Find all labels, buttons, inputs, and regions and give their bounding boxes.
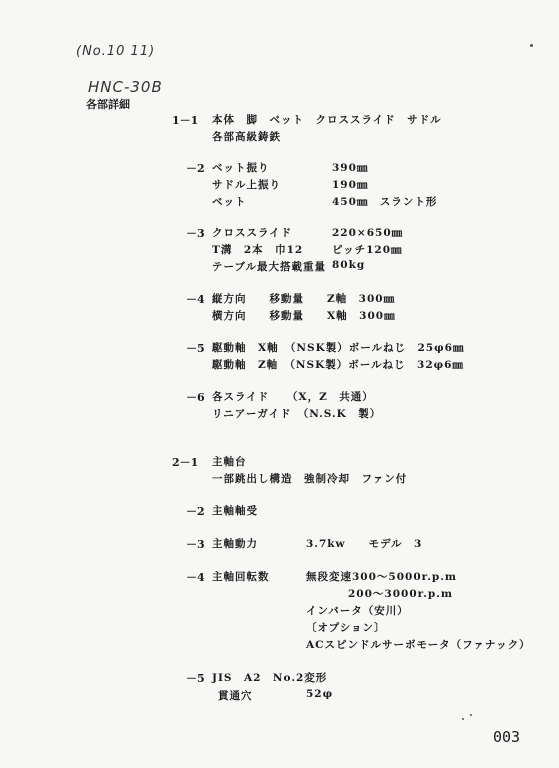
cross-travel: 横方向 移動量 X軸 300㎜ — [212, 310, 396, 322]
item-2-4-number: －4 — [186, 571, 205, 584]
handwritten-model: HNC-30B — [88, 78, 163, 96]
item-1-3-number: －3 — [186, 227, 205, 240]
servo-motor: ACスピンドルサーボモータ（ファナック） — [306, 639, 531, 651]
item-1-5-number: －5 — [186, 342, 205, 355]
option-label: 〔オプション〕 — [306, 622, 386, 634]
cross-slide-value: 220×650㎜ — [332, 227, 404, 239]
cross-slide-label: クロススライド — [212, 227, 293, 239]
spindle-bearing: 主軸軸受 — [212, 505, 258, 517]
page-number: 003 — [493, 728, 521, 746]
item-2-5-number: －5 — [186, 672, 205, 685]
bed-swing-label: ベット振り — [212, 162, 270, 174]
headstock-label: 主軸台 — [212, 456, 247, 468]
bed-swing-value: 390㎜ — [332, 162, 369, 174]
bed-label: ベット — [212, 196, 247, 208]
through-bore-value: 52φ — [306, 688, 334, 700]
jis-spec: JIS A2 No.2変形 — [212, 672, 328, 684]
item-1-6-number: －6 — [186, 391, 205, 404]
scan-speck — [470, 714, 472, 716]
inverter: インバータ（安川） — [306, 605, 409, 617]
item-2-1-number: 2－1 — [172, 456, 199, 469]
item-1-1-text: 本体 脚 ベット クロススライド サドル — [212, 114, 442, 126]
item-1-2-number: －2 — [186, 162, 205, 175]
scan-speck — [462, 718, 464, 720]
item-1-1-number: 1－1 — [172, 114, 199, 127]
scan-speck — [530, 44, 533, 47]
item-1-4-number: －4 — [186, 293, 205, 306]
saddle-swing-label: サドル上振り — [212, 179, 281, 191]
table-load-label: テーブル最大搭載重量 — [212, 261, 327, 273]
spindle-speed-label: 主軸回転数 — [212, 571, 270, 583]
slides-common: 各スライド （X，Z 共通） — [212, 391, 374, 403]
through-bore-label: 貫通穴 — [218, 690, 253, 702]
item-2-3-number: －3 — [186, 538, 205, 551]
linear-guide: リニアーガイド （N.S.K 製） — [212, 408, 382, 420]
drive-x-axis: 駆動軸 X軸 （NSK製）ボールねじ 25φ6㎜ — [212, 342, 465, 354]
bed-value: 450㎜ スラント形 — [332, 196, 438, 208]
spindle-speed-range-a: 無段変速300～5000r.p.m — [306, 571, 457, 583]
spindle-speed-range-b: 200～3000r.p.m — [348, 588, 453, 600]
drive-z-axis: 駆動軸 Z軸 （NSK製）ボールねじ 32φ6㎜ — [212, 359, 464, 371]
headstock-description: 一部跳出し構造 強制冷却 ファン付 — [212, 473, 408, 485]
saddle-swing-value: 190㎜ — [332, 179, 369, 191]
longitudinal-travel: 縦方向 移動量 Z軸 300㎜ — [212, 293, 396, 305]
t-slot-value: ピッチ120㎜ — [332, 244, 403, 256]
item-2-2-number: －2 — [186, 505, 205, 518]
handwritten-reference: (No.10 11) — [76, 44, 156, 59]
t-slot-label: T溝 2本 巾12 — [212, 244, 304, 256]
page-header: 各部詳細 — [86, 98, 130, 111]
item-1-1-material: 各部高級鋳鉄 — [212, 131, 281, 143]
spindle-power-value: 3.7kw モデル 3 — [306, 538, 423, 550]
table-load-value: 80kg — [332, 259, 366, 271]
spindle-power-label: 主軸動力 — [212, 538, 258, 550]
